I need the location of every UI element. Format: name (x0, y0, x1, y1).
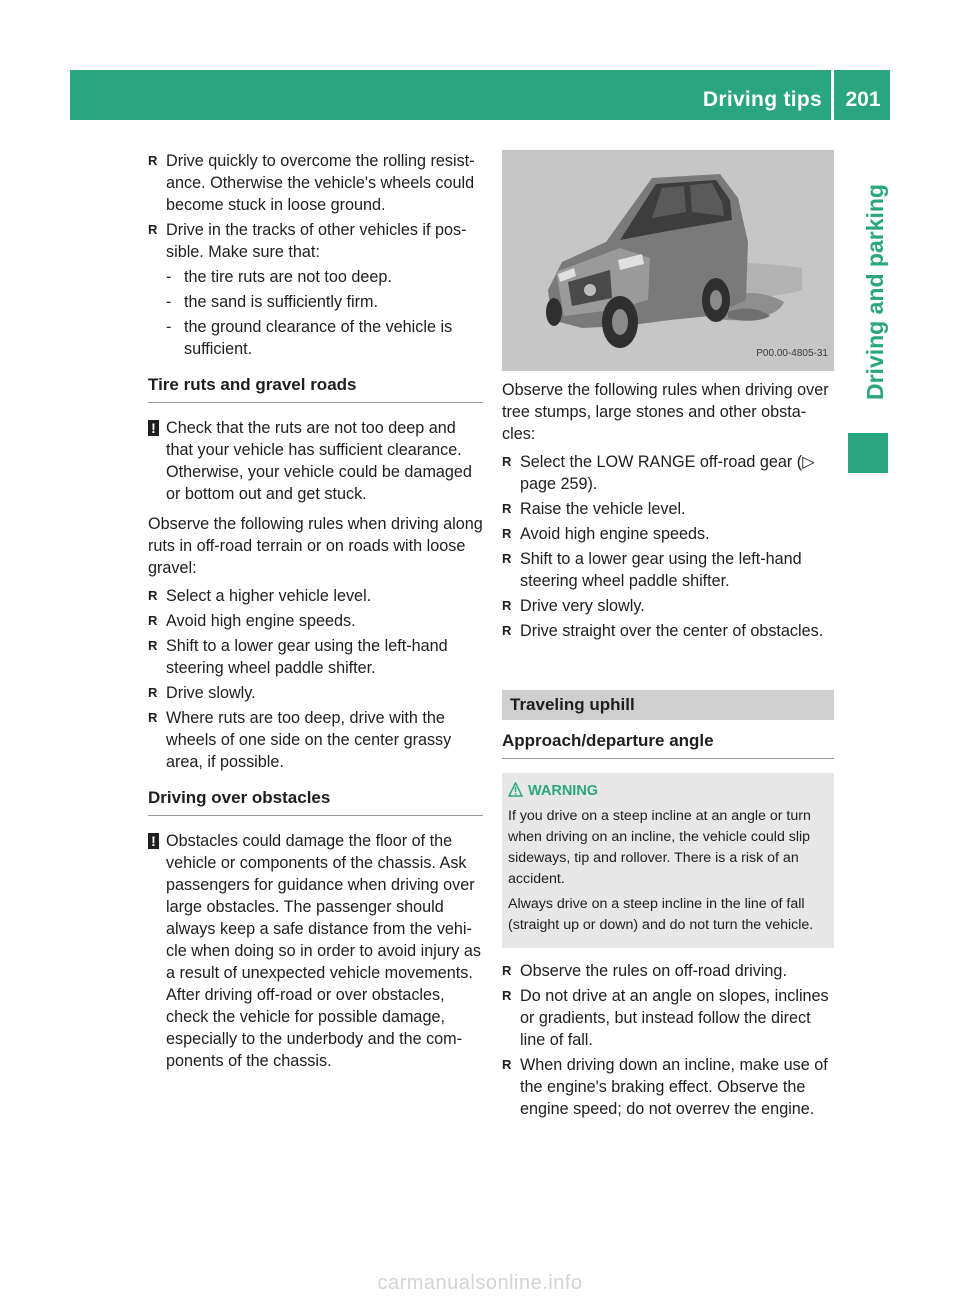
list-item: R When driving down an incline, make use of the engine's braking effect. Observe the engine speed; do not overrev the engine. (502, 1054, 834, 1120)
page-number: 201 (845, 88, 881, 111)
list-item: R Drive very slowly. (502, 595, 834, 617)
list-item: R Shift to a lower gear using the left-hand steering wheel paddle shifter. (502, 548, 834, 592)
page-header (70, 70, 890, 120)
warning-title (508, 781, 828, 802)
bullet-text: Select the LOW RANGE off-road gear ( (520, 453, 803, 471)
notice-text: Obstacles could damage the floor of the vehicle or components of the chassis. Ask passengers for guidance when driving over large obstacles. The passenger should always keep a safe distance from the vehicle when doing so in order to avoid injury as a result of unexpected vehicle movements. After driving off-road or over obstacles, check the vehicle for possible damage, especially to the underbody and the components of the chassis. (166, 832, 481, 1070)
list-item: R Drive quickly to overcome the rolling resistance. Otherwise the vehicle's wheels could become stuck in loose ground. (148, 150, 483, 216)
warning-text: Always drive on a steep incline in the line of fall (straight up or down) and do not turn the vehicle. (508, 896, 814, 933)
section-heading-uphill: Traveling uphill (502, 690, 834, 720)
suv-illustration (502, 150, 834, 371)
list-item: R Raise the vehicle level. (502, 498, 834, 520)
warning-text: If you drive on a steep incline at an angle or turn when driving on an incline, the vehicle could slip sideways, tip and rollover. There is a risk of an accident. (508, 808, 811, 887)
list-item: R Drive in the tracks of other vehicles if possible. Make sure that: (148, 219, 483, 263)
list-item-low-range (502, 451, 834, 495)
header-divider (831, 70, 834, 120)
paragraph: Observe the following rules when driving along ruts in off-road terrain or on roads with loose gravel: (148, 515, 483, 577)
list-item: R Shift to a lower gear using the left-hand steering wheel paddle shifter. (148, 635, 483, 679)
right-column (502, 150, 834, 1123)
figure-code: P00.00-4805-31 (756, 348, 828, 359)
exclamation-icon: ! (148, 420, 159, 436)
list-item: R Avoid high engine speeds. (502, 523, 834, 545)
list-item: R Avoid high engine speeds. (148, 610, 483, 632)
list-item: R Do not drive at an angle on slopes, inclines or gradients, but instead follow the direct line of fall. (502, 985, 834, 1051)
list-item: R Drive straight over the center of obstacles. (502, 620, 834, 642)
header-title: Driving tips (702, 88, 822, 111)
warning-label: WARNING (528, 783, 599, 799)
warning-triangle-icon (508, 782, 523, 797)
suv-offroad-figure (502, 150, 834, 371)
exclamation-icon: ! (148, 833, 159, 849)
watermark: carmanualsonline.info (377, 1272, 583, 1294)
side-tab-marker (848, 433, 888, 473)
sub-list-item: - the tire ruts are not too deep. (148, 266, 483, 288)
sub-list-item: - the sand is sufficiently firm. (148, 291, 483, 313)
page-reference-link[interactable]: page 259). (520, 475, 598, 493)
notice-block (148, 830, 483, 1072)
notice-block (148, 417, 483, 505)
subheading-approach-angle: Approach/departure angle (502, 730, 834, 759)
sub-list-item: - the ground clearance of the vehicle is sufficient. (148, 316, 483, 360)
page-ref-arrow-icon: ▷ (802, 453, 815, 471)
left-column (148, 150, 483, 1080)
list-item: R Observe the rules on off-road driving. (502, 960, 834, 982)
warning-box (502, 773, 834, 948)
list-item: R Select a higher vehicle level. (148, 585, 483, 607)
notice-text: Check that the ruts are not too deep and that your vehicle has sufficient clearance. Otherwise, your vehicle could be damaged or bottom out and get stuck. (166, 419, 472, 503)
section-heading-obstacles: Driving over obstacles (148, 787, 483, 816)
list-item: R Drive slowly. (148, 682, 483, 704)
section-heading-tire-ruts: Tire ruts and gravel roads (148, 374, 483, 403)
paragraph: Observe the following rules when driving over tree stumps, large stones and other obstacles: (502, 381, 829, 443)
list-item: R Where ruts are too deep, drive with the wheels of one side on the center grassy area, if possible. (148, 707, 483, 773)
side-tab-label: Driving and parking (862, 184, 888, 400)
